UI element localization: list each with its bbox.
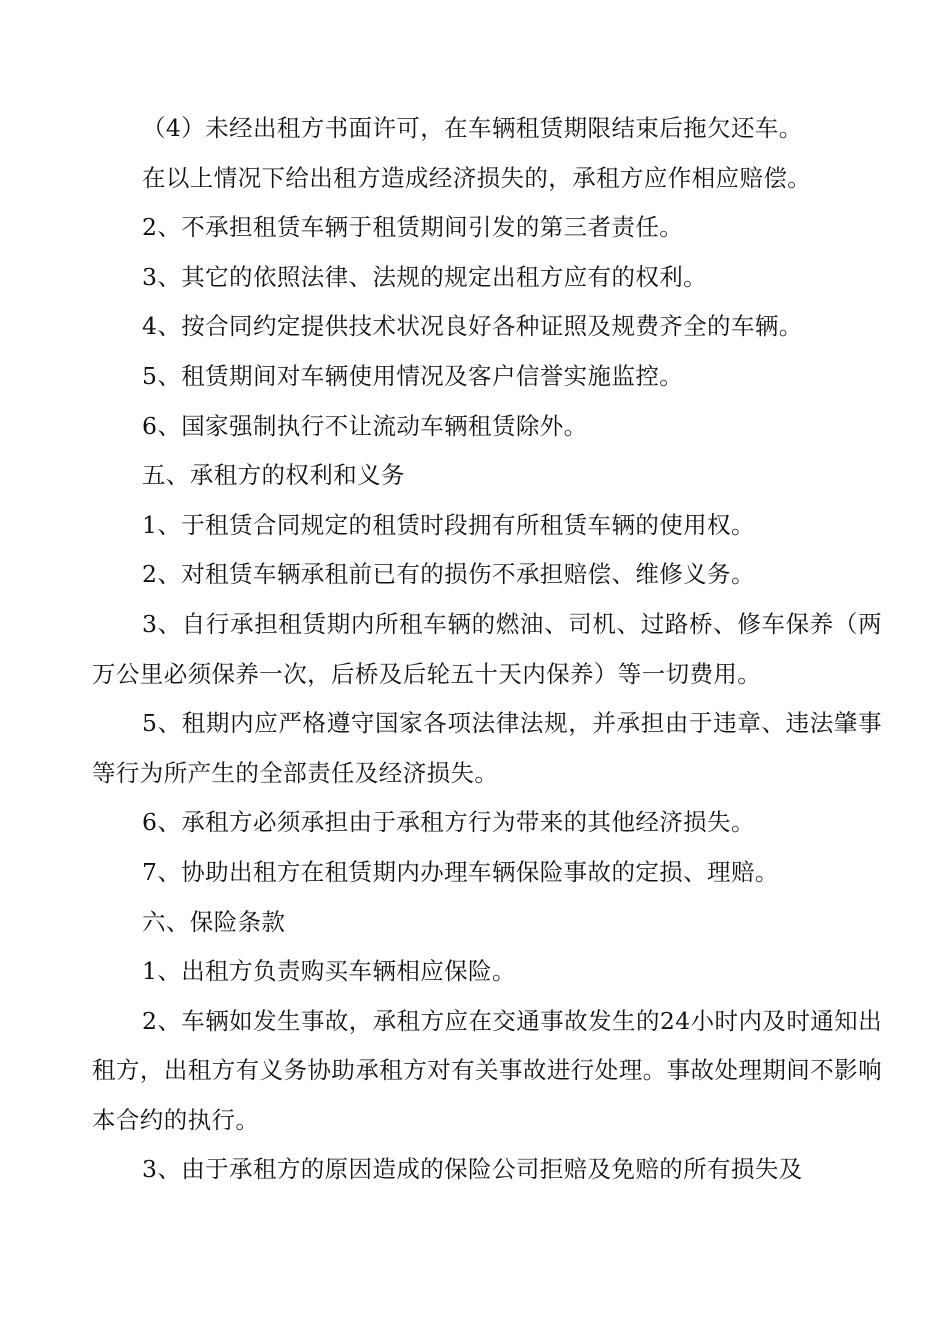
clause-2-third-party-liability: 2、不承担租赁车辆于租赁期间引发的第三者责任。 — [142, 213, 684, 242]
clause-2-prior-damage: 2、对租赁车辆承租前已有的损伤不承担赔偿、维修义务。 — [142, 560, 755, 589]
document-body — [92, 104, 882, 1195]
clause-5-legal-compliance: 5、租期内应严格遵守国家各项法律法规，并承担由于违章、违法肇事等行为所产生的全部责任及经济损失。 — [92, 709, 882, 787]
clause-compensation-note: 在以上情况下给出租方造成经济损失的，承租方应作相应赔偿。 — [142, 163, 812, 192]
section-heading-insurance: 六、保险条款 — [142, 907, 286, 936]
clause-6-other-losses: 6、承租方必须承担由于承租方行为带来的其他经济损失。 — [142, 808, 755, 837]
clause-3-other-rights: 3、其它的依照法律、法规的规定出租方应有的权利。 — [142, 262, 708, 291]
clause-2-accident-notice: 2、车辆如发生事故，承租方应在交通事故发生的24小时内及时通知出租方，出租方有义务协助承租方对有关事故进行处理。事故处理期间不影响本合约的执行。 — [92, 1006, 882, 1134]
section-heading-lessee-rights: 五、承租方的权利和义务 — [142, 461, 405, 490]
clause-6-exception: 6、国家强制执行不让流动车辆租赁除外。 — [142, 411, 588, 440]
clause-4-provide-vehicle: 4、按合同约定提供技术状况良好各种证照及规费齐全的车辆。 — [142, 312, 803, 341]
clause-3-expenses: 3、自行承担租赁期内所租车辆的燃油、司机、过路桥、修车保养（两万公里必须保养一次，后桥及后轮五十天内保养）等一切费用。 — [92, 609, 882, 688]
clause-1-buy-insurance: 1、出租方负责购买车辆相应保险。 — [142, 957, 516, 986]
clause-7-insurance-assist: 7、协助出租方在租赁期内办理车辆保险事故的定损、理赔。 — [142, 857, 779, 886]
clause-5-monitoring: 5、租赁期间对车辆使用情况及客户信誉实施监控。 — [142, 361, 684, 390]
clause-1-usage-right: 1、于租赁合同规定的租赁时段拥有所租赁车辆的使用权。 — [142, 510, 755, 539]
clause-4-overdue-return: （4）未经出租方书面许可，在车辆租赁期限结束后拖欠还车。 — [142, 114, 803, 142]
clause-3-claim-denial: 3、由于承租方的原因造成的保险公司拒赔及免赔的所有损失及 — [142, 1155, 803, 1184]
